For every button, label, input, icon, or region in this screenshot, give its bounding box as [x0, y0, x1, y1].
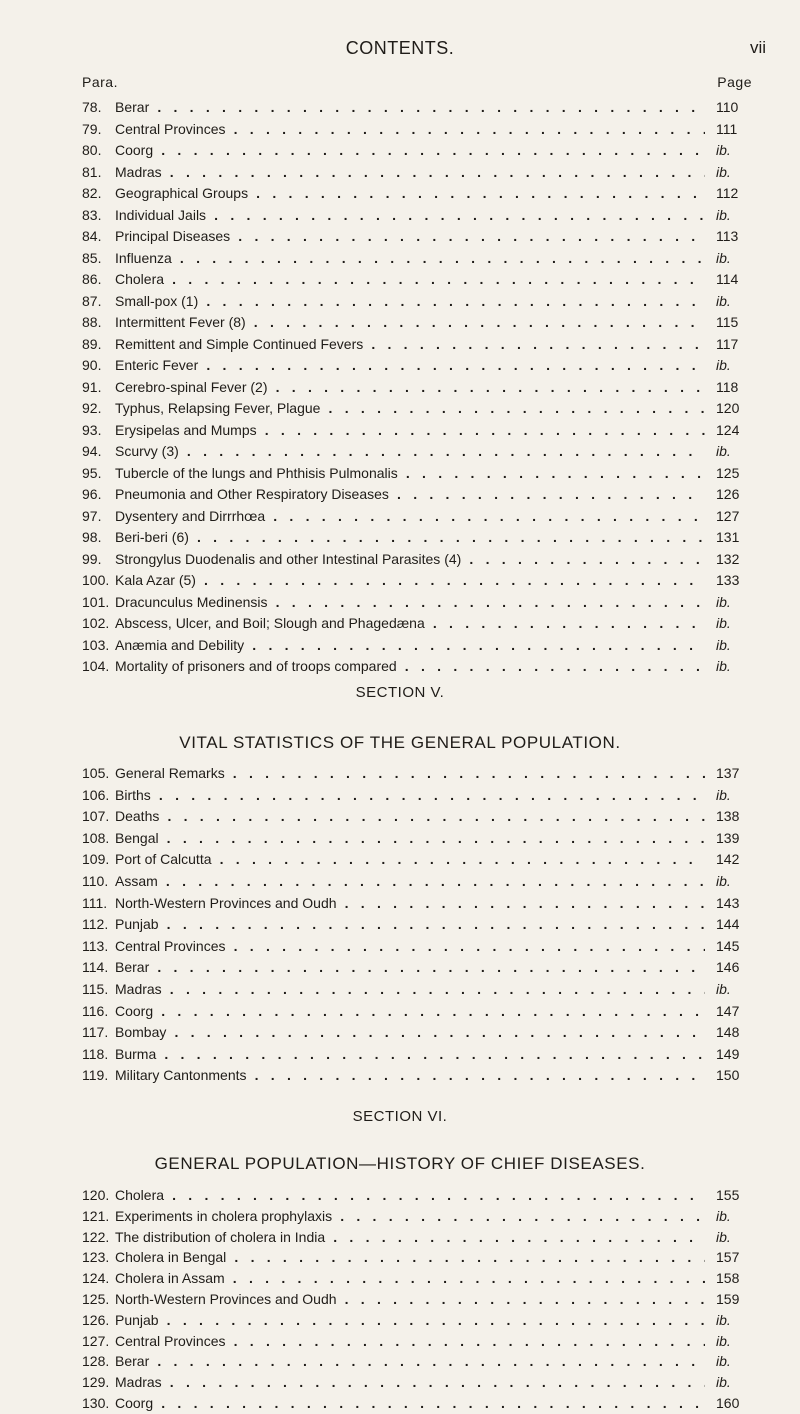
entry-title: Coorg . . .	[115, 1393, 705, 1414]
entry-number: 92.	[82, 400, 102, 416]
entry-page: ib.	[716, 593, 731, 610]
entry-number: 108.	[82, 829, 110, 846]
entry-page: ib.	[716, 658, 731, 674]
entry-title: Cholera . . .	[115, 1185, 705, 1206]
entry-number: 122.	[82, 1228, 110, 1245]
entry-number: 90.	[82, 357, 102, 373]
entry-number: 104.	[82, 658, 110, 674]
entry-page: ib.	[716, 206, 731, 223]
entry-number: 113.	[82, 937, 109, 954]
entry-number: 127.	[82, 1332, 110, 1349]
toc-entry	[0, 656, 800, 678]
entry-title: Beri-beri (6) . . .	[115, 527, 705, 549]
entry-number: 93.	[82, 421, 102, 438]
toc-entry	[0, 226, 800, 248]
toc-entry	[0, 1247, 800, 1268]
entry-page: 144	[716, 916, 740, 933]
entry-number: 101.	[82, 593, 110, 610]
entry-number: 110.	[82, 872, 109, 889]
toc-entry	[0, 527, 800, 549]
entry-number: 119.	[82, 1067, 109, 1084]
toc-entry	[0, 1372, 800, 1393]
entry-number: 116.	[82, 1002, 109, 1019]
entry-page: 124	[716, 421, 740, 438]
entry-title: Influenza . . .	[115, 248, 705, 270]
entry-title: North-Western Provinces and Oudh . . .	[115, 1289, 705, 1310]
toc-entry	[0, 957, 800, 979]
entry-page: ib.	[716, 357, 731, 373]
entry-number: 83.	[82, 206, 102, 223]
entry-number: 91.	[82, 378, 102, 395]
entry-title: Dracunculus Medinensis . . .	[115, 592, 705, 614]
entry-page: 147	[716, 1002, 740, 1019]
toc-entry	[0, 377, 800, 399]
entry-page: ib.	[716, 1207, 731, 1224]
entry-title: Bombay . . .	[115, 1022, 705, 1044]
entry-number: 107.	[82, 808, 110, 825]
entry-number: 99.	[82, 550, 102, 567]
entry-number: 84.	[82, 228, 102, 244]
entry-number: 103.	[82, 636, 110, 653]
entry-number: 129.	[82, 1374, 110, 1391]
toc-entry	[0, 828, 800, 850]
entry-title: Assam . . .	[115, 871, 705, 893]
entry-page: 110	[716, 99, 739, 115]
entry-page: 157	[716, 1249, 740, 1266]
entry-title: Deaths . . .	[115, 806, 705, 828]
entry-page: ib.	[716, 249, 731, 266]
entry-page: ib.	[716, 1332, 731, 1349]
entry-title: Small-pox (1) . . .	[115, 291, 705, 313]
toc-list-continued	[0, 97, 800, 678]
entry-number: 125.	[82, 1290, 110, 1307]
entry-title: Cholera . . .	[115, 269, 705, 291]
entry-number: 105.	[82, 765, 110, 781]
entry-title: Berar . . .	[115, 97, 705, 119]
toc-entry	[0, 871, 800, 893]
entry-page: 111	[716, 120, 738, 137]
section-5-title: SECTION V.	[355, 684, 445, 701]
toc-entry	[0, 441, 800, 463]
entry-number: 82.	[82, 185, 102, 201]
entry-title: Abscess, Ulcer, and Boil; Slough and Phagedæna . . .	[115, 613, 705, 635]
entry-number: 128.	[82, 1353, 110, 1370]
toc-entry	[0, 334, 800, 356]
entry-title: Punjab . . .	[115, 914, 705, 936]
entry-page: 126	[716, 486, 740, 502]
entry-title: Mortality of prisoners and of troops compared . . .	[115, 656, 705, 678]
entry-title: Port of Calcutta . . .	[115, 849, 705, 871]
entry-page: ib.	[716, 1311, 731, 1328]
entry-number: 98.	[82, 529, 102, 545]
toc-entry	[0, 1185, 800, 1206]
toc-entry	[0, 355, 800, 377]
entry-page: ib.	[716, 980, 731, 997]
entry-page: 148	[716, 1024, 740, 1041]
entry-page: 159	[716, 1290, 740, 1307]
entry-number: 118.	[82, 1045, 109, 1062]
entry-title: Madras . . .	[115, 979, 705, 1001]
entry-page: ib.	[716, 443, 731, 459]
para-column-label: Para.	[82, 74, 118, 90]
page-header	[0, 38, 800, 68]
entry-title: North-Western Provinces and Oudh . . .	[115, 893, 705, 915]
entry-number: 130.	[82, 1394, 110, 1411]
entry-page: 132	[716, 550, 740, 567]
entry-title: The distribution of cholera in India . . .	[115, 1227, 705, 1248]
entry-number: 78.	[82, 99, 102, 115]
entry-number: 126.	[82, 1311, 110, 1328]
toc-entry	[0, 936, 800, 958]
entry-number: 81.	[82, 163, 102, 180]
entry-page: ib.	[716, 1374, 731, 1391]
entry-title: Dysentery and Dirrrhœa . . .	[115, 506, 705, 528]
entry-title: Remittent and Simple Continued Fevers . . .	[115, 334, 705, 356]
entry-page: ib.	[716, 872, 731, 889]
entry-title: Central Provinces . . .	[115, 1331, 705, 1352]
entry-number: 106.	[82, 786, 110, 803]
toc-entry	[0, 1351, 800, 1372]
entry-page: 146	[716, 959, 740, 976]
entry-title: Strongylus Duodenalis and other Intestinal Parasites (4) . . .	[115, 549, 705, 571]
entry-title: Principal Diseases . . .	[115, 226, 705, 248]
entry-title: Geographical Groups . . .	[115, 183, 705, 205]
entry-number: 94.	[82, 443, 102, 459]
entry-number: 97.	[82, 507, 102, 524]
toc-entry	[0, 785, 800, 807]
toc-entry	[0, 635, 800, 657]
entry-page: 117	[716, 335, 739, 352]
toc-entry	[0, 1206, 800, 1227]
entry-page: ib.	[716, 1353, 731, 1370]
toc-entry	[0, 97, 800, 119]
entry-title: Individual Jails . . .	[115, 205, 705, 227]
entry-number: 79.	[82, 120, 102, 137]
section-5-subtitle: VITAL STATISTICS OF THE GENERAL POPULATION.	[179, 733, 621, 752]
entry-page: 138	[716, 808, 740, 825]
entry-number: 88.	[82, 314, 102, 330]
page-title: CONTENTS.	[345, 38, 455, 58]
entry-number: 100.	[82, 572, 110, 588]
toc-entry	[0, 248, 800, 270]
toc-entry	[0, 162, 800, 184]
entry-title: Coorg . . .	[115, 1001, 705, 1023]
toc-entry	[0, 849, 800, 871]
entry-title: Cholera in Assam . . .	[115, 1268, 705, 1289]
page-number: vii	[750, 38, 767, 57]
column-headers	[82, 74, 752, 96]
entry-number: 115.	[82, 980, 109, 997]
entry-number: 86.	[82, 271, 102, 287]
toc-entry	[0, 806, 800, 828]
toc-entry	[0, 420, 800, 442]
entry-page: 120	[716, 400, 740, 416]
entry-title: Cholera in Bengal . . .	[115, 1247, 705, 1268]
toc-entry	[0, 570, 800, 592]
toc-entry	[0, 1022, 800, 1044]
entry-number: 111.	[82, 894, 108, 911]
entry-number: 95.	[82, 464, 102, 481]
toc-entry	[0, 291, 800, 313]
entry-title: Enteric Fever . . .	[115, 355, 705, 377]
page-column-label: Page	[717, 74, 752, 90]
entry-number: 87.	[82, 292, 102, 309]
entry-title: General Remarks . . .	[115, 763, 705, 785]
entry-title: Intermittent Fever (8) . . .	[115, 312, 705, 334]
entry-page: 143	[716, 894, 740, 911]
entry-number: 109.	[82, 851, 110, 868]
entry-page: 160	[716, 1394, 740, 1411]
entry-title: Tubercle of the lungs and Phthisis Pulmonalis . . .	[115, 463, 705, 485]
entry-title: Madras . . .	[115, 1372, 705, 1393]
toc-entry	[0, 893, 800, 915]
entry-number: 124.	[82, 1270, 110, 1287]
toc-entry	[0, 484, 800, 506]
toc-entry	[0, 549, 800, 571]
entry-page: ib.	[716, 786, 731, 803]
toc-entry	[0, 463, 800, 485]
toc-entry	[0, 914, 800, 936]
entry-page: 133	[716, 572, 740, 588]
section-6-subtitle: GENERAL POPULATION—HISTORY OF CHIEF DISEASES.	[154, 1154, 646, 1173]
entry-page: 137	[716, 765, 740, 781]
entry-page: ib.	[716, 292, 731, 309]
entry-page: 113	[716, 228, 739, 244]
entry-title: Experiments in cholera prophylaxis . . .	[115, 1206, 705, 1227]
toc-entry	[0, 398, 800, 420]
entry-page: 150	[716, 1067, 740, 1084]
toc-entry	[0, 613, 800, 635]
entry-number: 96.	[82, 486, 102, 502]
entry-title: Burma . . .	[115, 1044, 705, 1066]
entry-page: 127	[716, 507, 740, 524]
entry-title: Berar . . .	[115, 1351, 705, 1372]
toc-entry	[0, 1393, 800, 1414]
toc-entry	[0, 1044, 800, 1066]
section-6-title: SECTION VI.	[352, 1108, 448, 1125]
entry-title: Cerebro-spinal Fever (2) . . .	[115, 377, 705, 399]
toc-entry	[0, 763, 800, 785]
entry-page: ib.	[716, 1228, 731, 1245]
entry-number: 89.	[82, 335, 102, 352]
toc-entry	[0, 1310, 800, 1331]
entry-title: Military Cantonments . . .	[115, 1065, 705, 1087]
entry-number: 112.	[82, 916, 109, 933]
entry-title: Central Provinces . . .	[115, 119, 705, 141]
entry-page: ib.	[716, 636, 731, 653]
entry-page: 112	[716, 185, 739, 201]
entry-page: ib.	[716, 142, 731, 158]
entry-title: Madras . . .	[115, 162, 705, 184]
entry-title: Berar . . .	[115, 957, 705, 979]
entry-page: 131	[716, 529, 740, 545]
toc-entry	[0, 1331, 800, 1352]
entry-page: 145	[716, 937, 740, 954]
entry-number: 123.	[82, 1249, 110, 1266]
entry-title: Coorg . . .	[115, 140, 705, 162]
toc-entry	[0, 979, 800, 1001]
entry-number: 80.	[82, 142, 102, 158]
entry-page: ib.	[716, 163, 731, 180]
toc-entry	[0, 183, 800, 205]
entry-number: 121.	[82, 1207, 110, 1224]
entry-title: Typhus, Relapsing Fever, Plague . . .	[115, 398, 705, 420]
toc-entry	[0, 592, 800, 614]
entry-title: Scurvy (3) . . .	[115, 441, 705, 463]
toc-entry	[0, 312, 800, 334]
toc-entry	[0, 1227, 800, 1248]
toc-entry	[0, 506, 800, 528]
toc-entry	[0, 205, 800, 227]
entry-page: 139	[716, 829, 740, 846]
entry-title: Punjab . . .	[115, 1310, 705, 1331]
entry-page: 125	[716, 464, 740, 481]
section-6-list	[0, 1185, 800, 1414]
entry-page: 118	[716, 378, 739, 395]
entry-page: 142	[716, 851, 740, 868]
entry-page: 155	[716, 1187, 740, 1203]
entry-title: Bengal . . .	[115, 828, 705, 850]
entry-title: Births . . .	[115, 785, 705, 807]
entry-number: 102.	[82, 615, 110, 631]
toc-entry	[0, 1001, 800, 1023]
entry-page: 149	[716, 1045, 740, 1062]
entry-number: 120.	[82, 1187, 110, 1203]
entry-number: 117.	[82, 1024, 109, 1041]
entry-page: 114	[716, 271, 739, 287]
entry-title: Pneumonia and Other Respiratory Diseases . . .	[115, 484, 705, 506]
toc-entry	[0, 1065, 800, 1087]
entry-page: ib.	[716, 615, 731, 631]
entry-title: Erysipelas and Mumps . . .	[115, 420, 705, 442]
toc-entry	[0, 269, 800, 291]
toc-entry	[0, 119, 800, 141]
entry-title: Central Provinces . . .	[115, 936, 705, 958]
entry-page: 115	[716, 314, 739, 330]
entry-number: 85.	[82, 249, 102, 266]
toc-entry	[0, 1268, 800, 1289]
entry-title: Kala Azar (5) . . .	[115, 570, 705, 592]
toc-entry	[0, 140, 800, 162]
entry-title: Anæmia and Debility . . .	[115, 635, 705, 657]
entry-number: 114.	[82, 959, 109, 976]
entry-page: 158	[716, 1270, 740, 1287]
section-5-list	[0, 763, 800, 1087]
